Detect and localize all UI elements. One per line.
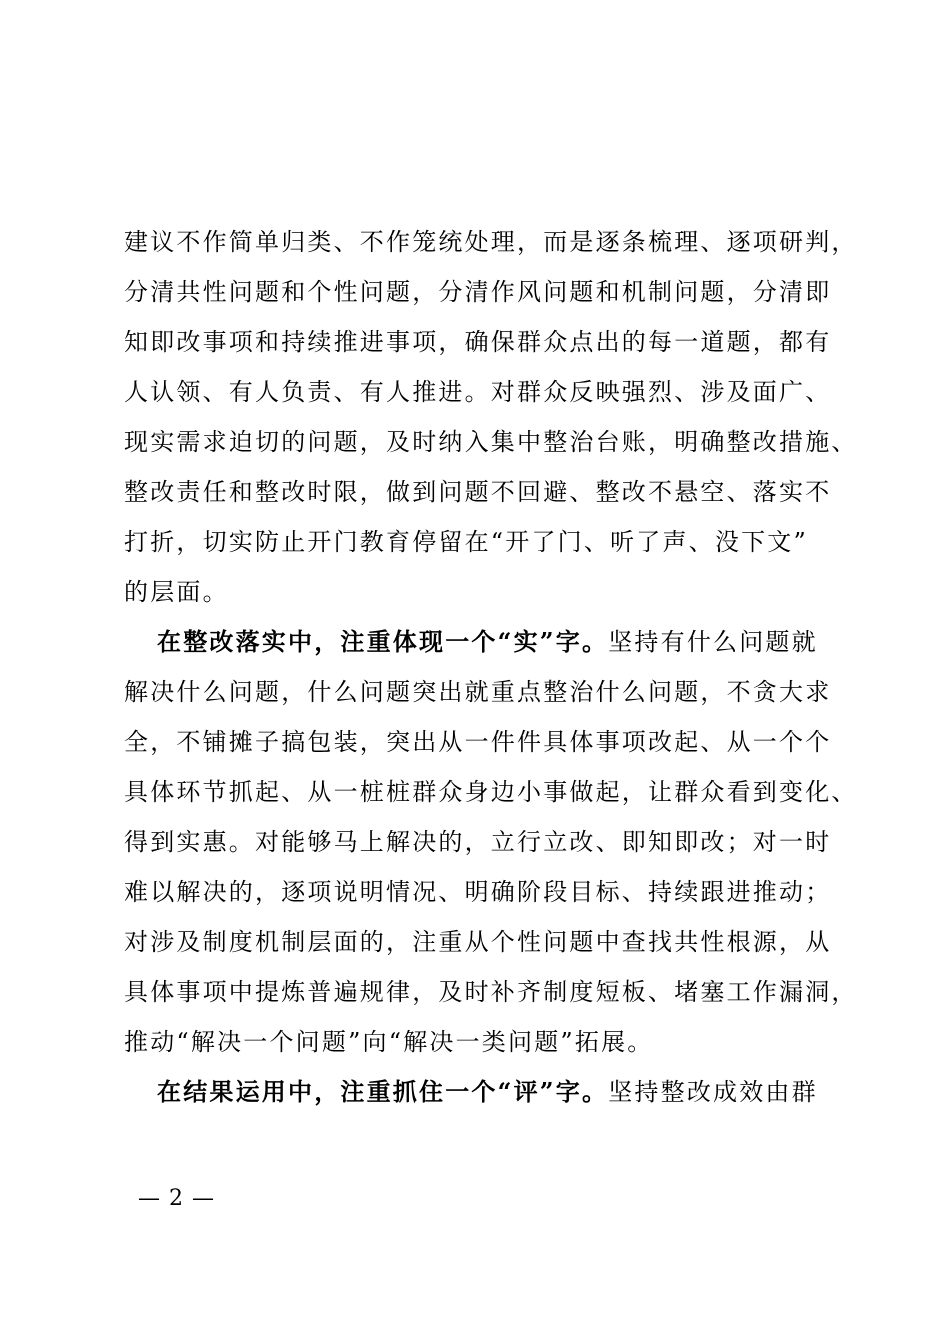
body-line: 全，不铺摊子搞包装，突出从一件件具体事项改起、从一个个	[124, 728, 832, 756]
body-line: 打折，切实防止开门教育停留在“开了门、听了声、没下文”	[124, 528, 808, 556]
body-line: 具体事项中提炼普遍规律，及时补齐制度短板、堵塞工作漏洞，	[124, 978, 858, 1006]
body-line: 解决什么问题，什么问题突出就重点整治什么问题，不贪大求	[124, 678, 832, 706]
body-line: 推动“解决一个问题”向“解决一类问题”拓展。	[124, 1028, 654, 1056]
paragraph-3-lead-text: 坚持整改成效由群	[608, 1078, 818, 1106]
body-line: 建议不作简单归类、不作笼统处理，而是逐条梳理、逐项研判，	[124, 228, 858, 256]
paragraph-3-first-line	[157, 1076, 818, 1108]
paragraph-2-first-line	[157, 626, 818, 658]
body-line: 整改责任和整改时限，做到问题不回避、整改不悬空、落实不	[124, 478, 832, 506]
body-line: 分清共性问题和个性问题，分清作风问题和机制问题，分清即	[124, 278, 832, 306]
body-line: 得到实惠。对能够马上解决的，立行立改、即知即改；对一时	[124, 828, 832, 856]
body-line: 知即改事项和持续推进事项，确保群众点出的每一道题，都有	[124, 328, 832, 356]
paragraph-2-heading: 在整改落实中，注重体现一个“实”字。	[157, 627, 609, 656]
paragraph-3-heading: 在结果运用中，注重抓住一个“评”字。	[157, 1077, 609, 1106]
body-line: 具体环节抓起、从一桩桩群众身边小事做起，让群众看到变化、	[124, 778, 858, 806]
page-number: — 2 —	[138, 1186, 215, 1211]
body-line: 现实需求迫切的问题，及时纳入集中整治台账，明确整改措施、	[124, 428, 858, 456]
body-line: 难以解决的，逐项说明情况、明确阶段目标、持续跟进推动；	[124, 878, 832, 906]
body-line: 的层面。	[124, 578, 229, 606]
body-line: 人认领、有人负责、有人推进。对群众反映强烈、涉及面广、	[124, 378, 832, 406]
paragraph-2-lead-text: 坚持有什么问题就	[608, 628, 818, 656]
body-line: 对涉及制度机制层面的，注重从个性问题中查找共性根源，从	[124, 928, 832, 956]
